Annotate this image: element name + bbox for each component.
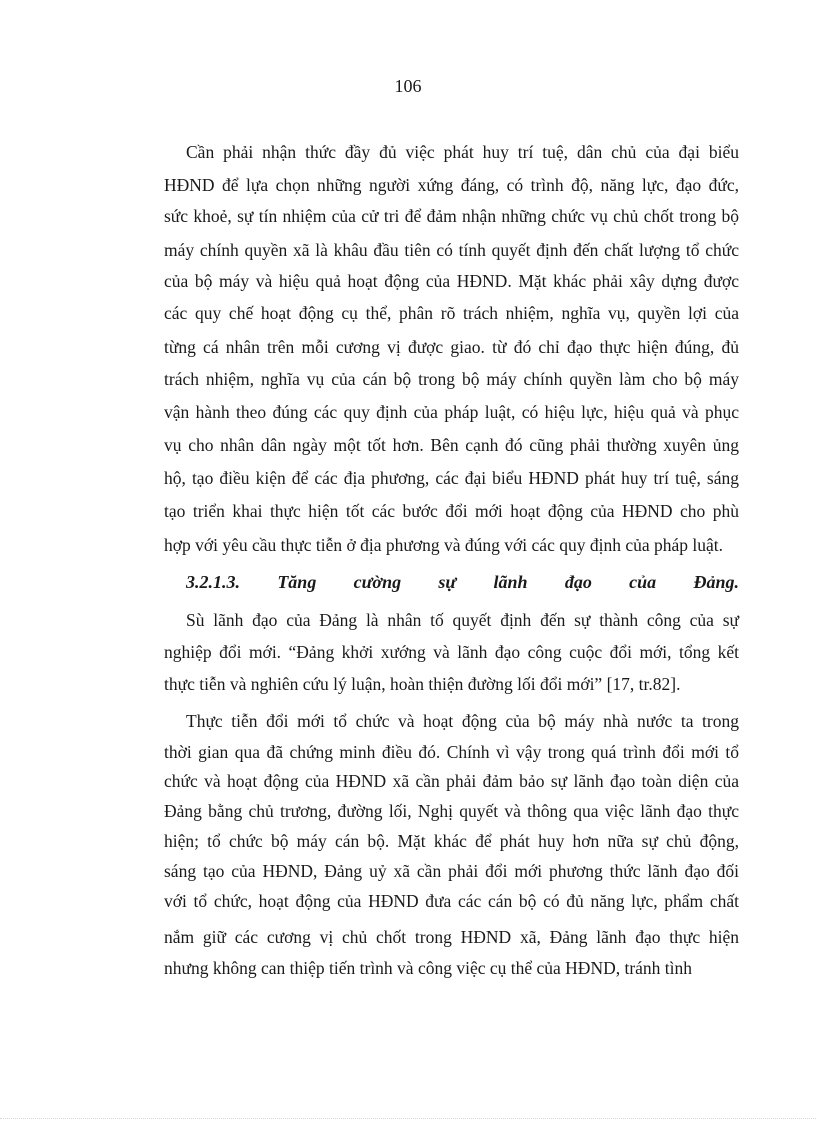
text-line: thực tiễn và nghiên cứu lý luận, hoàn thiện đường lối đổi mới” [17, tr.82]. (164, 674, 681, 694)
text-line: Cần phải nhận thức đầy đủ việc phát huy trí tuệ, dân chủ của đại biểu (186, 142, 739, 162)
text-line: sáng tạo của HĐND, Đảng uỷ xã cần phải đổi mới phương thức lãnh đạo đối (164, 861, 739, 881)
text-line: nhưng không can thiệp tiến trình và công việc cụ thể của HĐND, tránh tình (164, 958, 693, 978)
text-line: HĐND để lựa chọn những người xứng đáng, có trình độ, năng lực, đạo đức, (164, 175, 739, 195)
text-line: nghiệp đổi mới. “Đảng khởi xướng và lãnh đạo công cuộc đổi mới, tổng kết (164, 642, 739, 662)
text-line: vụ cho nhân dân ngày một tốt hơn. Bên cạnh đó cũng phải thường xuyên ủng (164, 435, 739, 455)
text-line: với tổ chức, hoạt động của HĐND đưa các cán bộ có đủ năng lực, phẩm chất (164, 891, 739, 911)
text-line: máy chính quyền xã là khâu đầu tiên có tính quyết định đến chất lượng tổ chức (164, 240, 739, 260)
page-number: 106 (394, 76, 422, 96)
page-bottom-border (0, 1118, 816, 1119)
text-line: chức và hoạt động của HĐND xã cần phải đảm bảo sự lãnh đạo toàn diện của (164, 771, 739, 791)
text-line: Thực tiễn đổi mới tổ chức và hoạt động của bộ máy nhà nước ta trong (186, 711, 739, 731)
text-line: trách nhiệm, nghĩa vụ của cán bộ trong bộ máy chính quyền làm cho bộ máy (164, 369, 739, 389)
text-line: Đảng bằng chủ trương, đường lối, Nghị quyết và thông qua việc lãnh đạo thực (164, 801, 739, 821)
text-line: sức khoẻ, sự tín nhiệm của cử tri để đảm nhận những chức vụ chủ chốt trong bộ (164, 206, 739, 226)
section-heading: 3.2.1.3. Tăng cường sự lãnh đạo của Đảng. (186, 572, 739, 592)
text-line: tạo triển khai thực hiện tốt các bước đổi mới hoạt động của HĐND cho phù (164, 501, 739, 521)
text-line: các quy chế hoạt động cụ thể, phân rõ trách nhiệm, nghĩa vụ, quyền lợi của (164, 303, 739, 323)
text-line: vận hành theo đúng các quy định của pháp luật, có hiệu lực, hiệu quả và phục (164, 402, 739, 422)
text-line: từng cá nhân trên mỗi cương vị được giao. từ đó chỉ đạo thực hiện đúng, đủ (164, 337, 739, 357)
text-line: thời gian qua đã chứng minh điều đó. Chính vì vậy trong quá trình đổi mới tổ (164, 742, 739, 762)
text-line: của bộ máy và hiệu quả hoạt động của HĐND. Mặt khác phải xây dựng được (164, 271, 739, 291)
text-line: nắm giữ các cương vị chủ chốt trong HĐND xã, Đảng lãnh đạo thực hiện (164, 927, 739, 947)
text-line: hiện; tổ chức bộ máy cán bộ. Mặt khác để phát huy hơn nữa sự chủ động, (164, 831, 739, 851)
text-line: hợp với yêu cầu thực tiễn ở địa phương và đúng với các quy định của pháp luật. (164, 535, 723, 555)
text-line: Sù lãnh đạo của Đảng là nhân tố quyết định đến sự thành công của sự (186, 610, 739, 630)
text-line: hộ, tạo điều kiện để các địa phương, các đại biểu HĐND phát huy trí tuệ, sáng (164, 468, 739, 488)
